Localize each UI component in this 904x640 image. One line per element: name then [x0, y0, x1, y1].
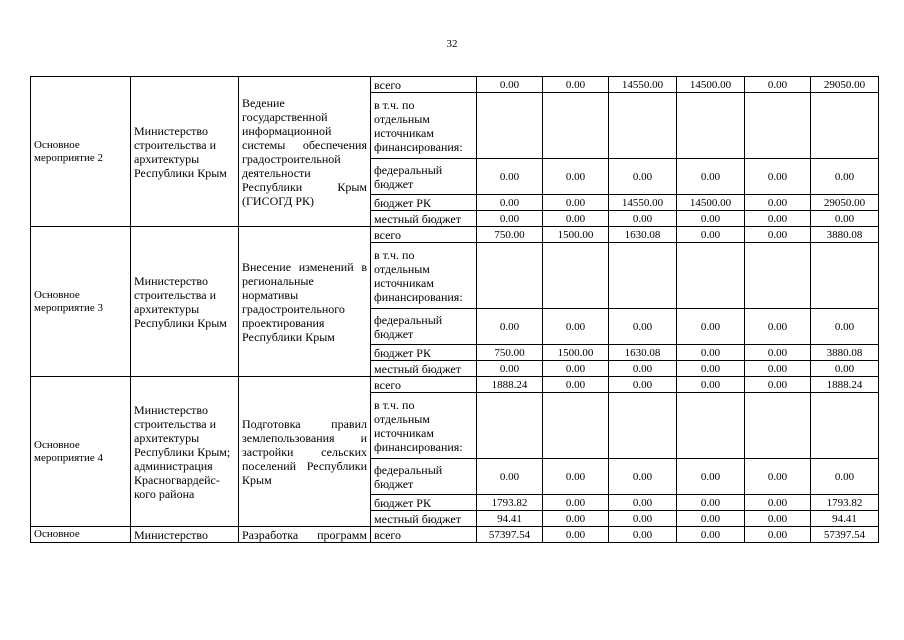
table-row — [31, 527, 879, 543]
amount-cell: 0.00 — [543, 511, 609, 527]
funding-source-rk: бюджет РК — [371, 195, 477, 211]
amount-cell — [677, 93, 745, 159]
funding-source-total: всего — [371, 377, 477, 393]
funding-source-incl: в т.ч. по отдельным источникам финансирования: — [371, 393, 477, 459]
amount-cell: 94.41 — [477, 511, 543, 527]
funding-source-local: местный бюджет — [371, 361, 477, 377]
funding-source-federal: федеральный бюджет — [371, 159, 477, 195]
amount-cell — [477, 93, 543, 159]
amount-cell: 0.00 — [477, 309, 543, 345]
amount-cell: 57397.54 — [811, 527, 879, 543]
amount-cell: 57397.54 — [477, 527, 543, 543]
activity-description: Ведение государственной информационной системы обеспечения градостроительной деятельности Республики Крым (ГИСОГД РК) — [239, 77, 371, 227]
financing-table — [30, 76, 879, 543]
amount-cell: 0.00 — [745, 377, 811, 393]
responsible-executor: Министерство — [131, 527, 239, 543]
amount-cell: 14550.00 — [609, 195, 677, 211]
amount-cell: 750.00 — [477, 227, 543, 243]
amount-cell: 0.00 — [609, 459, 677, 495]
amount-cell — [811, 393, 879, 459]
amount-cell — [543, 243, 609, 309]
amount-cell — [677, 243, 745, 309]
amount-cell: 14550.00 — [609, 77, 677, 93]
funding-source-local: местный бюджет — [371, 211, 477, 227]
page-number: 32 — [446, 38, 458, 50]
amount-cell: 0.00 — [609, 495, 677, 511]
amount-cell: 0.00 — [745, 195, 811, 211]
amount-cell: 0.00 — [811, 309, 879, 345]
amount-cell: 0.00 — [677, 159, 745, 195]
amount-cell: 0.00 — [677, 527, 745, 543]
amount-cell: 0.00 — [745, 345, 811, 361]
amount-cell: 0.00 — [745, 361, 811, 377]
amount-cell: 3880.08 — [811, 345, 879, 361]
funding-source-total: всего — [371, 77, 477, 93]
amount-cell: 1793.82 — [477, 495, 543, 511]
table-row — [31, 227, 879, 243]
table-row — [31, 377, 879, 393]
amount-cell: 29050.00 — [811, 77, 879, 93]
amount-cell: 0.00 — [543, 159, 609, 195]
amount-cell: 0.00 — [745, 527, 811, 543]
amount-cell: 0.00 — [811, 361, 879, 377]
amount-cell: 0.00 — [477, 195, 543, 211]
funding-source-federal: федеральный бюджет — [371, 459, 477, 495]
responsible-executor: Министерство строительства и архитектуры Республики Крым — [131, 77, 239, 227]
amount-cell: 0.00 — [543, 195, 609, 211]
amount-cell: 0.00 — [477, 361, 543, 377]
amount-cell: 0.00 — [543, 309, 609, 345]
activity-description: Разработка программ — [239, 527, 371, 543]
activity-name: Основное — [31, 527, 131, 543]
amount-cell — [745, 243, 811, 309]
funding-source-incl: в т.ч. по отдельным источникам финансирования: — [371, 93, 477, 159]
activity-description: Подготовка правил землепользования и застройки сельских поселений Республики Крым — [239, 377, 371, 527]
amount-cell — [609, 93, 677, 159]
amount-cell: 1500.00 — [543, 227, 609, 243]
amount-cell: 0.00 — [745, 309, 811, 345]
amount-cell: 3880.08 — [811, 227, 879, 243]
amount-cell: 0.00 — [609, 309, 677, 345]
amount-cell: 1888.24 — [477, 377, 543, 393]
amount-cell: 0.00 — [609, 211, 677, 227]
responsible-executor: Министерство строительства и архитектуры Республики Крым — [131, 227, 239, 377]
amount-cell: 0.00 — [543, 495, 609, 511]
amount-cell: 0.00 — [677, 211, 745, 227]
funding-source-total: всего — [371, 227, 477, 243]
amount-cell: 0.00 — [811, 211, 879, 227]
funding-source-local: местный бюджет — [371, 511, 477, 527]
amount-cell: 0.00 — [811, 459, 879, 495]
table-row — [31, 77, 879, 93]
amount-cell: 0.00 — [745, 77, 811, 93]
amount-cell: 0.00 — [543, 527, 609, 543]
funding-source-total: всего — [371, 527, 477, 543]
amount-cell — [609, 393, 677, 459]
activity-description: Внесение изменений в региональные нормативы градостроительного проектирования Республики Крым — [239, 227, 371, 377]
amount-cell: 0.00 — [609, 361, 677, 377]
funding-source-rk: бюджет РК — [371, 495, 477, 511]
amount-cell: 1793.82 — [811, 495, 879, 511]
amount-cell: 0.00 — [477, 159, 543, 195]
amount-cell: 0.00 — [745, 495, 811, 511]
amount-cell: 0.00 — [677, 345, 745, 361]
amount-cell — [543, 93, 609, 159]
activity-name: Основное мероприятие 2 — [31, 77, 131, 227]
amount-cell: 0.00 — [477, 211, 543, 227]
amount-cell: 0.00 — [677, 227, 745, 243]
amount-cell: 0.00 — [609, 159, 677, 195]
amount-cell: 0.00 — [677, 361, 745, 377]
amount-cell: 0.00 — [677, 511, 745, 527]
funding-source-rk: бюджет РК — [371, 345, 477, 361]
amount-cell: 750.00 — [477, 345, 543, 361]
funding-source-federal: федеральный бюджет — [371, 309, 477, 345]
amount-cell: 0.00 — [477, 77, 543, 93]
responsible-executor: Министерство строительства и архитектуры Республики Крым; администрация Красногвардейс-кого района — [131, 377, 239, 527]
activity-name: Основное мероприятие 3 — [31, 227, 131, 377]
amount-cell: 0.00 — [677, 495, 745, 511]
amount-cell — [811, 93, 879, 159]
amount-cell: 14500.00 — [677, 77, 745, 93]
amount-cell: 0.00 — [811, 159, 879, 195]
amount-cell: 0.00 — [677, 309, 745, 345]
amount-cell: 0.00 — [677, 459, 745, 495]
amount-cell: 0.00 — [609, 527, 677, 543]
amount-cell — [609, 243, 677, 309]
amount-cell — [477, 243, 543, 309]
amount-cell — [543, 393, 609, 459]
amount-cell: 0.00 — [609, 511, 677, 527]
amount-cell: 1630.08 — [609, 345, 677, 361]
amount-cell: 0.00 — [477, 459, 543, 495]
amount-cell: 0.00 — [745, 459, 811, 495]
amount-cell: 0.00 — [543, 459, 609, 495]
amount-cell: 0.00 — [543, 361, 609, 377]
amount-cell — [811, 243, 879, 309]
amount-cell — [745, 393, 811, 459]
amount-cell: 0.00 — [543, 377, 609, 393]
amount-cell: 0.00 — [677, 377, 745, 393]
amount-cell: 1500.00 — [543, 345, 609, 361]
amount-cell: 0.00 — [745, 211, 811, 227]
amount-cell: 0.00 — [745, 511, 811, 527]
amount-cell: 29050.00 — [811, 195, 879, 211]
amount-cell: 1630.08 — [609, 227, 677, 243]
amount-cell: 0.00 — [543, 211, 609, 227]
amount-cell — [477, 393, 543, 459]
amount-cell — [745, 93, 811, 159]
amount-cell: 0.00 — [745, 159, 811, 195]
amount-cell: 0.00 — [609, 377, 677, 393]
amount-cell: 1888.24 — [811, 377, 879, 393]
amount-cell: 0.00 — [745, 227, 811, 243]
amount-cell: 94.41 — [811, 511, 879, 527]
amount-cell: 14500.00 — [677, 195, 745, 211]
funding-source-incl: в т.ч. по отдельным источникам финансирования: — [371, 243, 477, 309]
amount-cell — [677, 393, 745, 459]
activity-name: Основное мероприятие 4 — [31, 377, 131, 527]
amount-cell: 0.00 — [543, 77, 609, 93]
